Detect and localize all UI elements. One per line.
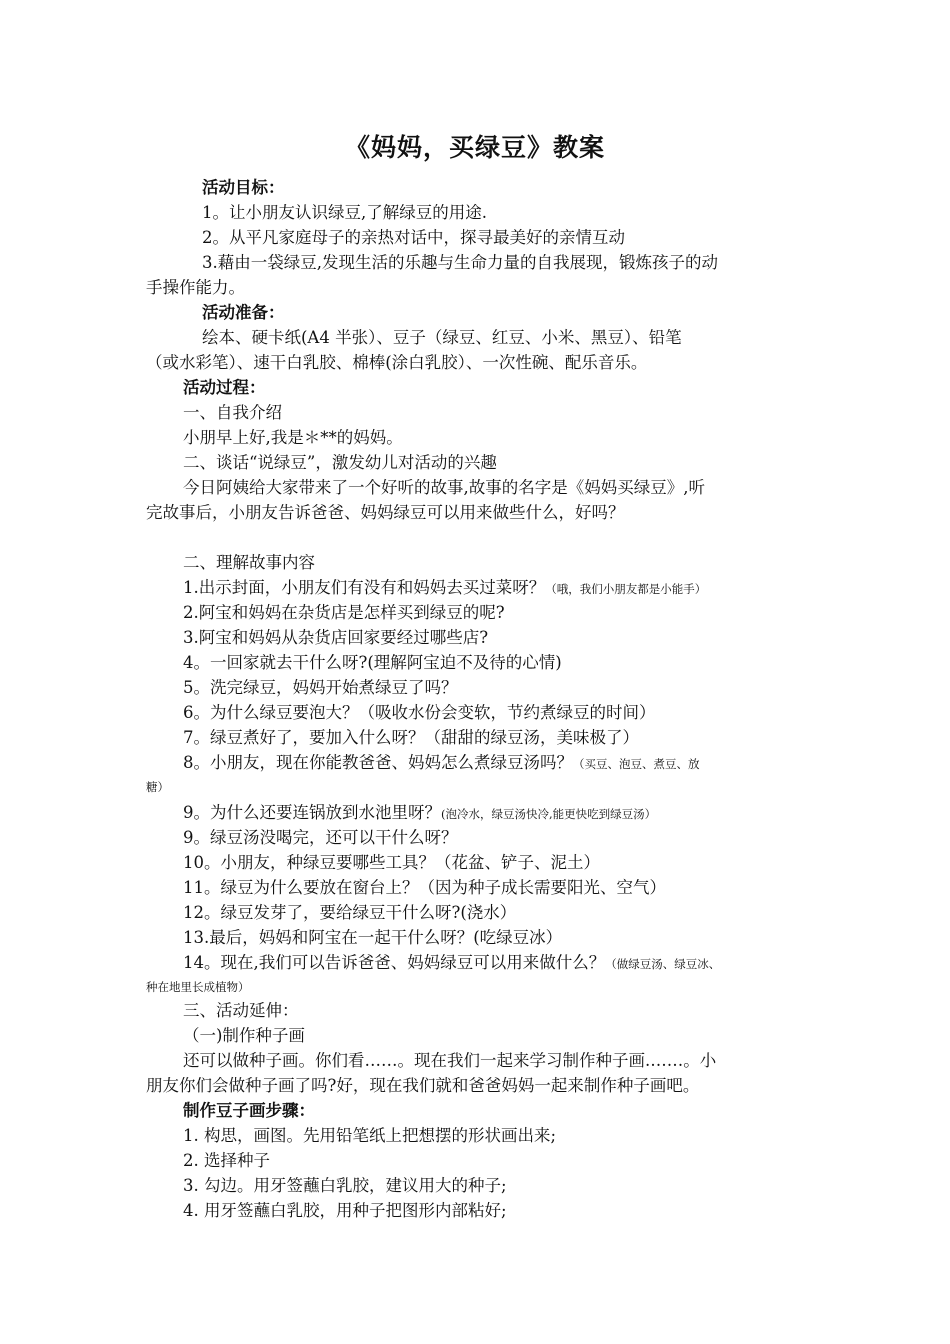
question-8-note-continued: 糖） xyxy=(146,780,169,794)
step-1: 1. 构思，画图。先用铅笔纸上把想摆的形状画出来; xyxy=(183,1126,557,1145)
intro-heading: 一、自我介绍 xyxy=(183,403,282,422)
question-11: 11。绿豆为什么要放在窗台上？（因为种子成长需要阳光、空气） xyxy=(183,878,666,897)
question-1 xyxy=(183,575,706,602)
question-1-note: （哦，我们小朋友都是小能手） xyxy=(545,582,707,596)
extension-heading: 三、活动延伸： xyxy=(183,1001,299,1020)
steps-heading: 制作豆子画步骤： xyxy=(183,1101,315,1120)
question-4: 4。一回家就去干什么呀?(理解阿宝迫不及待的心情) xyxy=(183,653,562,672)
goal-item-3: 3.藉由一袋绿豆,发现生活的乐趣与生命力量的自我展现，锻炼孩子的动 xyxy=(202,253,718,272)
goal-item-1: 1。让小朋友认识绿豆,了解绿豆的用途. xyxy=(202,203,487,222)
question-6: 6。为什么绿豆要泡大？（吸收水份会变软，节约煮绿豆的时间） xyxy=(183,703,656,722)
prep-text: 绘本、硬卡纸(A4 半张）、豆子（绿豆、红豆、小米、黑豆）、铅笔 xyxy=(202,328,682,347)
talk-text-continued: 完故事后，小朋友告诉爸爸、妈妈绿豆可以用来做些什么，好吗？ xyxy=(146,503,625,522)
question-8-note: （买豆、泡豆、煮豆、放 xyxy=(573,757,700,771)
process-heading: 活动过程： xyxy=(183,378,266,397)
prep-heading: 活动准备： xyxy=(202,303,285,322)
goals-heading: 活动目标： xyxy=(202,178,285,197)
goal-item-3-continued: 手操作能力。 xyxy=(146,278,245,297)
question-1-text: 1.出示封面，小朋友们有没有和妈妈去买过菜呀？ xyxy=(183,578,546,597)
question-10: 10。小朋友，种绿豆要哪些工具？（花盆、铲子、泥土） xyxy=(183,853,600,872)
question-9a-note: (泡冷水，绿豆汤快冷,能更快吃到绿豆汤） xyxy=(441,807,657,821)
question-3: 3.阿宝和妈妈从杂货店回家要经过哪些店? xyxy=(183,628,489,647)
extension-text: 还可以做种子画。你们看……。现在我们一起来学习制作种子画.……。小 xyxy=(183,1051,717,1070)
step-3: 3. 勾边。用牙签蘸白乳胶，建议用大的种子; xyxy=(183,1176,507,1195)
question-8-text: 8。小朋友，现在你能教爸爸、妈妈怎么煮绿豆汤吗？ xyxy=(183,753,573,772)
talk-heading: 二、谈话“说绿豆”，激发幼儿对活动的兴趣 xyxy=(183,453,497,472)
question-14-note: （做绿豆汤、绿豆冰、 xyxy=(605,957,721,971)
goal-item-2: 2。从平凡家庭母子的亲热对话中，探寻最美好的亲情互动 xyxy=(202,228,625,247)
extension-text-continued: 朋友你们会做种子画了吗?好，现在我们就和爸爸妈妈一起来制作种子画吧。 xyxy=(146,1076,700,1095)
question-5: 5。洗完绿豆，妈妈开始煮绿豆了吗？ xyxy=(183,678,458,697)
question-13: 13.最后，妈妈和阿宝在一起干什么呀？(吃绿豆冰） xyxy=(183,928,563,947)
question-12: 12。绿豆发芽了，要给绿豆干什么呀?(浇水） xyxy=(183,903,517,922)
step-2: 2. 选择种子 xyxy=(183,1151,270,1170)
intro-text: 小朋早上好,我是＊**的妈妈。 xyxy=(183,428,403,447)
prep-text-continued: （或水彩笔）、速干白乳胶、棉棒(涂白乳胶）、一次性碗、配乐音乐。 xyxy=(146,353,648,372)
question-9a xyxy=(183,800,656,827)
understand-heading: 二、理解故事内容 xyxy=(183,553,315,572)
question-14-text: 14。现在,我们可以告诉爸爸、妈妈绿豆可以用来做什么？ xyxy=(183,953,606,972)
question-14-note-continued: 种在地里长成植物） xyxy=(146,980,250,994)
question-9a-text: 9。为什么还要连锅放到水池里呀？ xyxy=(183,803,441,822)
document-title: 《妈妈，买绿豆》教案 xyxy=(344,133,605,162)
question-9b: 9。绿豆汤没喝完，还可以干什么呀？ xyxy=(183,828,458,847)
extension-subheading: （一)制作种子画 xyxy=(183,1026,305,1045)
question-2: 2.阿宝和妈妈在杂货店是怎样买到绿豆的呢? xyxy=(183,603,505,622)
question-7: 7。绿豆煮好了，要加入什么呀？（甜甜的绿豆汤，美味极了） xyxy=(183,728,639,747)
question-14 xyxy=(183,950,720,977)
talk-text: 今日阿姨给大家带来了一个好听的故事,故事的名字是《妈妈买绿豆》,听 xyxy=(183,478,705,497)
step-4: 4. 用牙签蘸白乳胶，用种子把图形内部粘好; xyxy=(183,1201,507,1220)
question-8 xyxy=(183,750,700,777)
